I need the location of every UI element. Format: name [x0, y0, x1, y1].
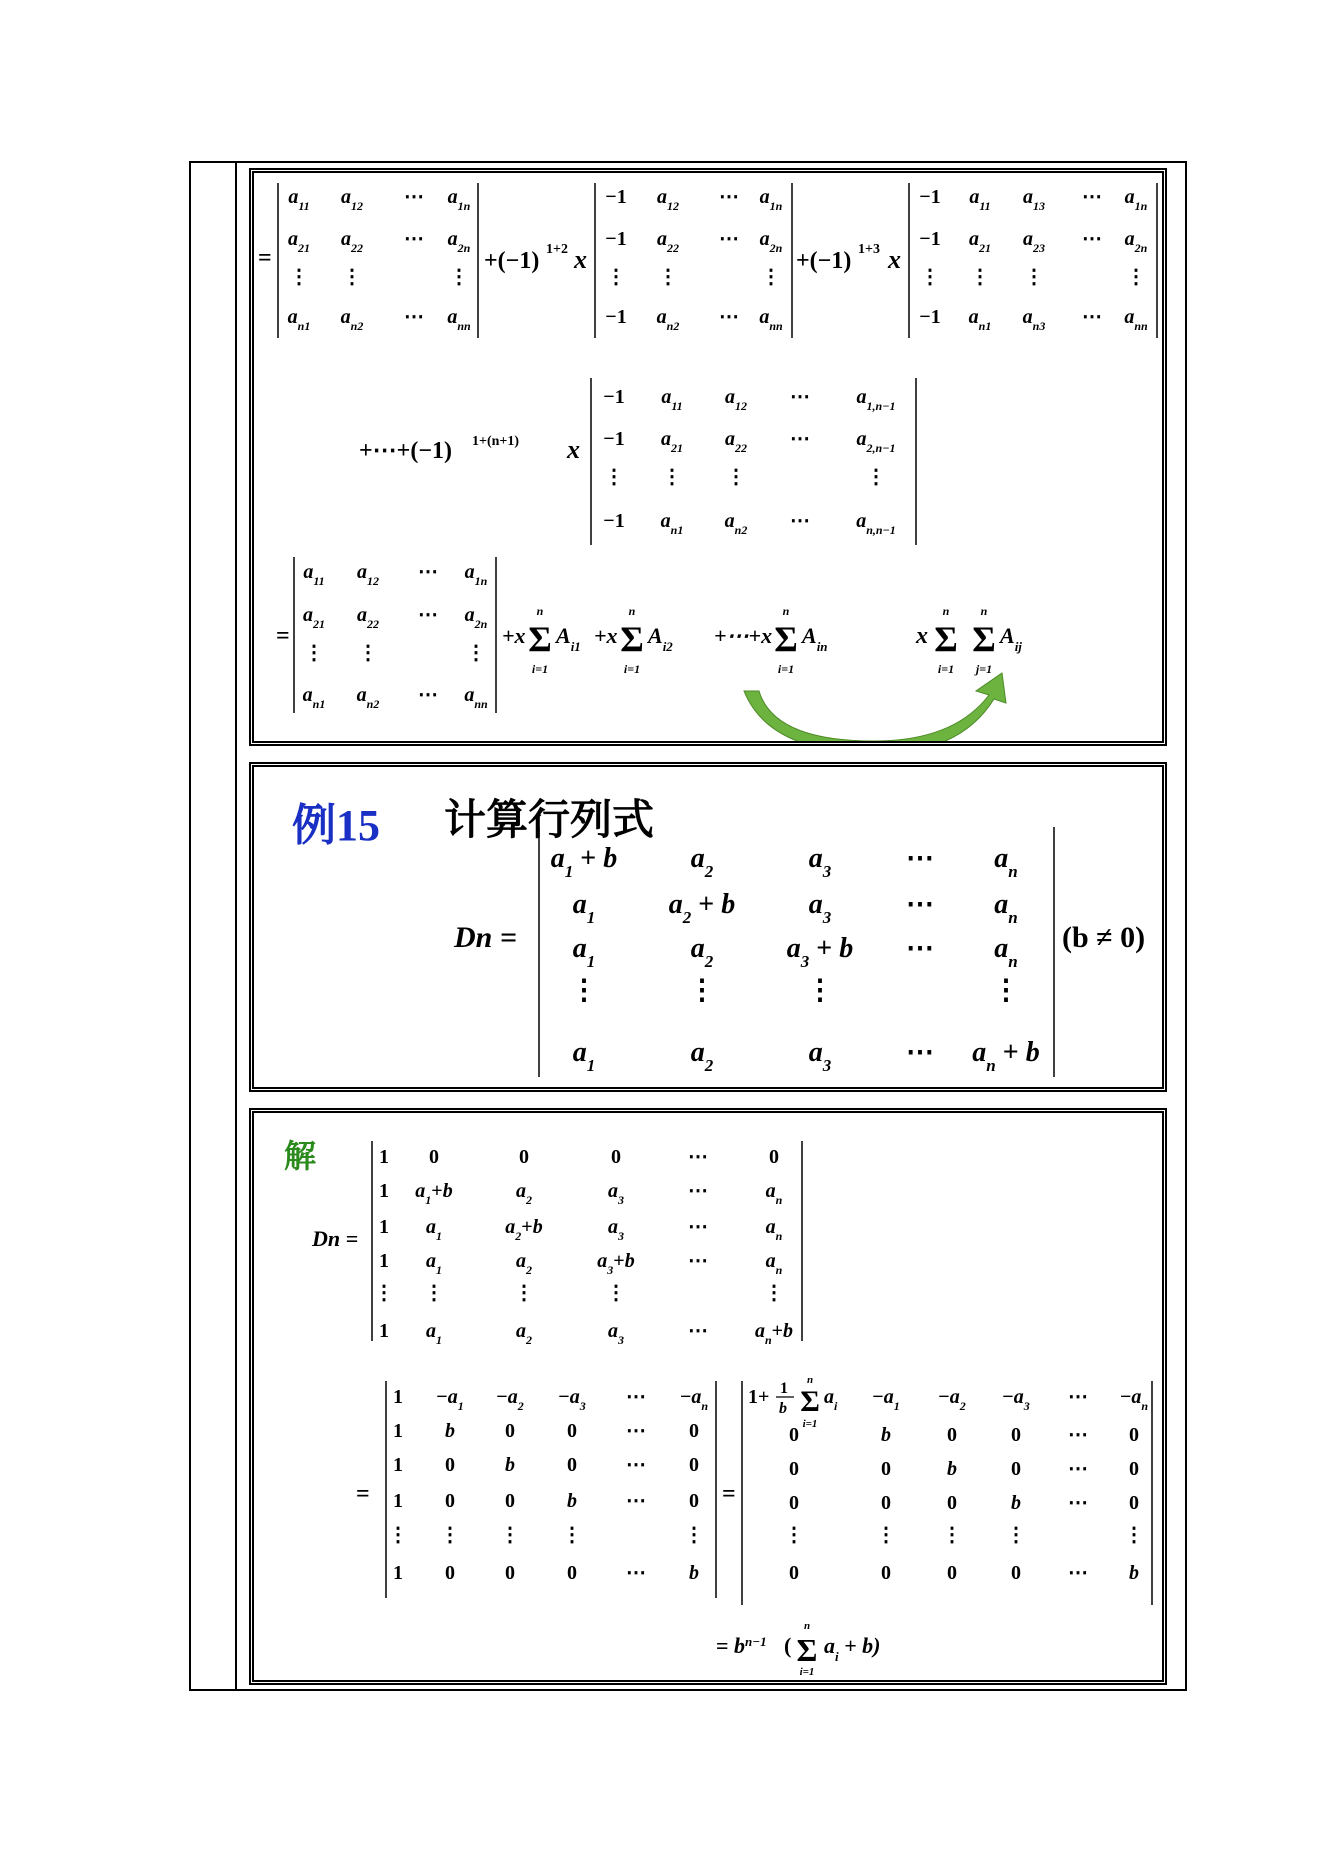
sol3-cell: 0 [1129, 1424, 1139, 1446]
sol2-cell: b [567, 1490, 577, 1512]
sol2-cell: 0 [445, 1562, 455, 1584]
sum-symbol: x [916, 623, 928, 649]
sol2-cell: 1 [393, 1386, 403, 1408]
solution-formula [254, 1113, 1162, 1680]
example-cell: $a_3$ [808, 1037, 832, 1075]
det3-cell: $a_{23}$ [1023, 228, 1045, 255]
sol1-cell: ⋮ [764, 1282, 784, 1304]
sol3-cell: 0 [1011, 1458, 1021, 1480]
det2-cell: $a_{2n}$ [759, 228, 783, 255]
det5-cell: $a_{21}$ [303, 604, 325, 631]
det3-cell: $a_{nn}$ [1124, 306, 1148, 333]
example-cell: ⋮ [806, 975, 834, 1006]
det5-cell: ⋯ [418, 604, 438, 626]
sum-symbol: n [980, 604, 988, 618]
example-cell: ⋮ [992, 975, 1020, 1006]
det2-cell: ⋯ [719, 228, 739, 250]
det3-cell: ⋮ [1024, 266, 1044, 288]
det3-cell: ⋮ [1126, 266, 1146, 288]
sum-symbol: +⋯+x [714, 623, 773, 648]
det4-cell: −1 [603, 510, 625, 532]
sol2-cell: 0 [689, 1420, 699, 1442]
line2-exp: 1+(n+1) [472, 434, 520, 449]
sol3-cell: 0 [947, 1424, 957, 1446]
det3-cell: $a_{21}$ [969, 228, 991, 255]
sol2-cell: 0 [445, 1490, 455, 1512]
sol1-cell: 1 [379, 1250, 389, 1272]
sol3-cell: $-a_n$ [1119, 1386, 1149, 1413]
example-cell: $a_1$ [572, 1037, 596, 1075]
det2-cell: $a_{22}$ [657, 228, 679, 255]
sol2-cell: 0 [445, 1454, 455, 1476]
sol1-cell: ⋯ [688, 1180, 708, 1202]
solution-determinant-2 [388, 1386, 708, 1584]
sol2-cell: ⋮ [562, 1524, 582, 1546]
sol2-cell: $-a_3$ [558, 1386, 586, 1413]
det3-cell: −1 [919, 228, 941, 250]
sol1-cell: 0 [611, 1146, 621, 1168]
double-sum-term: $A_{ij}$ [1000, 623, 1022, 654]
det5-cell: $a_{2n}$ [464, 604, 488, 631]
det4-cell: $a_{n,n-1}$ [856, 510, 896, 537]
sol2-cell: b [445, 1420, 455, 1442]
sol3-cell: $-a_2$ [938, 1386, 966, 1413]
sol1-cell: $a_2$ [516, 1180, 532, 1207]
dn-lhs: Dn = [454, 921, 517, 954]
det3-cell: ⋮ [920, 266, 940, 288]
det3-cell: $a_{2n}$ [1124, 228, 1148, 255]
sol2-cell: ⋯ [626, 1386, 646, 1408]
expansion-panel [249, 168, 1167, 746]
sol2-cell: ⋯ [626, 1454, 646, 1476]
det2-cell: −1 [605, 228, 627, 250]
example-cell: ⋮ [570, 975, 598, 1006]
sol3-cell: b [881, 1424, 891, 1446]
term3-exp: 1+3 [858, 242, 880, 257]
sol1-cell: 0 [519, 1146, 529, 1168]
sol3-cell: ⋯ [1068, 1458, 1088, 1480]
example-cell: $a_2$ [690, 1037, 714, 1075]
sol1-cell: ⋮ [606, 1282, 626, 1304]
det2-cell: ⋮ [761, 266, 781, 288]
sol3-cell: 0 [881, 1492, 891, 1514]
sum-symbol: i=1 [937, 662, 955, 676]
svg-text:=: = [356, 1481, 370, 1507]
sol3-cell: 0 [1129, 1458, 1139, 1480]
sol3-cell: b [947, 1458, 957, 1480]
det5-cell: ⋯ [418, 684, 438, 706]
sol3-cell: ⋮ [876, 1524, 896, 1546]
det1-cell: $a_{1n}$ [447, 186, 471, 213]
sol3-cell: 0 [789, 1492, 799, 1514]
sol3-cell: b [1011, 1492, 1021, 1514]
sol1-cell: $a_2$ [516, 1250, 532, 1277]
det2-cell: ⋯ [719, 306, 739, 328]
det3-cell: $a_{13}$ [1023, 186, 1045, 213]
sol2-cell: b [689, 1562, 699, 1584]
det2-cell: $a_{12}$ [657, 186, 679, 213]
svg-text:x: x [567, 435, 580, 464]
sol1-cell: $a_1$ [426, 1216, 442, 1243]
det5-cell: $a_{22}$ [357, 604, 379, 631]
det3-cell: $a_{11}$ [969, 186, 991, 213]
sum-symbol: n [536, 604, 544, 618]
det1-cell: $a_{12}$ [341, 186, 363, 213]
solution-determinant-3 [748, 1374, 1148, 1584]
det4-cell: $a_{n1}$ [660, 510, 684, 537]
example-cell: ⋯ [906, 933, 934, 964]
result-expression: = $b^{n-1}$ [716, 1633, 767, 1658]
svg-text:x: x [574, 245, 587, 274]
curved-arrow-icon [744, 673, 1006, 741]
sol3-cell: 0 [947, 1562, 957, 1584]
det3-cell: ⋯ [1082, 306, 1102, 328]
det4-cell: $a_{2,n-1}$ [856, 428, 896, 455]
sum-symbol: n [628, 604, 636, 618]
sol3-cell: 0 [947, 1492, 957, 1514]
sol2-cell: 1 [393, 1454, 403, 1476]
sol1-cell: ⋯ [688, 1146, 708, 1168]
sum-symbol: i=1 [777, 662, 795, 676]
example-cell: ⋮ [688, 975, 716, 1006]
svg-text:=: = [722, 1481, 736, 1507]
det5-cell: $a_{11}$ [303, 561, 325, 588]
det1-cell: $a_{11}$ [288, 186, 310, 213]
det4-cell: ⋯ [790, 510, 810, 532]
fraction-num: 1 [780, 1380, 788, 1397]
det2-cell: ⋮ [606, 266, 626, 288]
det1-cell: $a_{n1}$ [287, 306, 311, 333]
det3-cell: $a_{n1}$ [968, 306, 992, 333]
example-cell: $a_1$ [572, 889, 596, 927]
sum-symbol: n [942, 604, 950, 618]
term2-coef: +(−1) [484, 248, 540, 274]
sum-symbol: i=1 [623, 662, 641, 676]
sol2-cell: ⋯ [626, 1562, 646, 1584]
det2-cell: −1 [605, 186, 627, 208]
det3-cell: ⋯ [1082, 186, 1102, 208]
det4-cell: ⋮ [726, 466, 746, 488]
sol1-cell: 0 [769, 1146, 779, 1168]
sol1-cell: $a_2$ [516, 1320, 532, 1347]
sol2-cell: 0 [567, 1562, 577, 1584]
sol2-cell: b [505, 1454, 515, 1476]
example-title: 计算行列式 [444, 795, 655, 844]
sum-symbol: j=1 [975, 662, 993, 676]
sol2-cell: 0 [505, 1562, 515, 1584]
table-column-divider [235, 161, 237, 1691]
sol3-cell: ⋯ [1068, 1492, 1088, 1514]
det4-cell: −1 [603, 428, 625, 450]
det5-cell: $a_{nn}$ [464, 684, 488, 711]
sol3-cell: 0 [881, 1562, 891, 1584]
det2-cell: $a_{nn}$ [759, 306, 783, 333]
det4-cell: ⋮ [662, 466, 682, 488]
sol2-cell: 0 [689, 1454, 699, 1476]
det4-cell: ⋯ [790, 386, 810, 408]
sol1-cell: $a_n$ [765, 1250, 783, 1277]
sol1-cell: $a_3$ [608, 1216, 624, 1243]
sol3-cell: ⋮ [1006, 1524, 1026, 1546]
sol3-cell: ⋯ [1068, 1386, 1088, 1408]
sol2-cell: $-a_n$ [679, 1386, 709, 1413]
sol1-cell: $a_3+b$ [597, 1250, 635, 1277]
sol3-cell: 0 [1129, 1492, 1139, 1514]
determinant-5 [303, 561, 488, 711]
svg-text:=: = [258, 245, 272, 271]
example-formula [254, 767, 1162, 1087]
det4-cell: $a_{21}$ [661, 428, 683, 455]
sum-symbol: Σ [774, 619, 798, 659]
det1-cell: ⋮ [449, 266, 469, 288]
sol3-cell: 0 [881, 1458, 891, 1480]
example-cell: $a_3$ [808, 889, 832, 927]
det2-cell: ⋯ [719, 186, 739, 208]
example-cell: $a_n$ [994, 843, 1018, 881]
sol1-cell: ⋮ [374, 1282, 394, 1304]
solution-determinant-1 [374, 1146, 793, 1347]
sol3-first-cell: 1+ [748, 1386, 770, 1408]
sol1-cell: ⋯ [688, 1320, 708, 1342]
det1-cell: ⋯ [404, 186, 424, 208]
determinant-4 [603, 386, 896, 537]
sol2-cell: 0 [689, 1490, 699, 1512]
sum-bottom: i=1 [799, 1666, 815, 1678]
det5-cell: ⋮ [304, 642, 324, 664]
example-cell: $a_2$ [690, 843, 714, 881]
sum-term: $a_i$ [824, 1386, 838, 1413]
det1-cell: ⋮ [342, 266, 362, 288]
sol1-cell: ⋮ [514, 1282, 534, 1304]
sum-symbol: Σ [528, 619, 552, 659]
sol3-cell: ⋮ [1124, 1524, 1144, 1546]
solution-result [716, 1620, 881, 1678]
example-cell: $a_n$ [994, 933, 1018, 971]
det1-cell: $a_{nn}$ [447, 306, 471, 333]
sum-bottom: i=1 [802, 1418, 818, 1430]
sol2-cell: ⋯ [626, 1420, 646, 1442]
sol2-cell: 0 [567, 1420, 577, 1442]
fraction-den: b [779, 1400, 787, 1417]
example-cell: $a_n + b$ [972, 1037, 1040, 1075]
sol3-cell: ⋮ [784, 1524, 804, 1546]
sol3-cell: $-a_1$ [872, 1386, 900, 1413]
sigma-icon: Σ [800, 1385, 820, 1418]
det1-cell: ⋯ [404, 228, 424, 250]
example-cell: $a_2 + b$ [668, 889, 736, 927]
det1-cell: ⋮ [289, 266, 309, 288]
sol2-cell: 1 [393, 1490, 403, 1512]
sol1-cell: $a_n+b$ [754, 1320, 794, 1347]
sol1-cell: 1 [379, 1216, 389, 1238]
det5-cell: $a_{12}$ [357, 561, 379, 588]
example-determinant [551, 843, 1040, 1075]
sum-term: $A_{i2}$ [648, 623, 673, 654]
sol3-cell: 0 [789, 1562, 799, 1584]
sol3-cell: b [1129, 1562, 1139, 1584]
sol1-cell: 0 [429, 1146, 439, 1168]
det5-cell: $a_{1n}$ [464, 561, 488, 588]
solution-label: 解 [284, 1137, 317, 1175]
sol1-cell: ⋮ [424, 1282, 444, 1304]
example-panel [249, 762, 1167, 1092]
det4-cell: $a_{n2}$ [724, 510, 748, 537]
sol1-cell: 1 [379, 1320, 389, 1342]
determinant-2 [605, 186, 783, 333]
det4-cell: ⋮ [604, 466, 624, 488]
solution-panel [249, 1108, 1167, 1685]
det3-cell: ⋯ [1082, 228, 1102, 250]
term3-coef: +(−1) [796, 248, 852, 274]
det3-cell: ⋮ [970, 266, 990, 288]
det2-cell: −1 [605, 306, 627, 328]
sol3-cell: 0 [789, 1458, 799, 1480]
det3-cell: −1 [919, 306, 941, 328]
example-cell: $a_1 + b$ [550, 843, 618, 881]
sol2-cell: 1 [393, 1562, 403, 1584]
condition: (b ≠ 0) [1062, 921, 1146, 954]
det4-cell: ⋮ [866, 466, 886, 488]
example-cell: ⋯ [906, 1037, 934, 1068]
det4-cell: −1 [603, 386, 625, 408]
sol2-cell: 0 [505, 1420, 515, 1442]
sol3-cell: ⋯ [1068, 1424, 1088, 1446]
sol1-cell: $a_n$ [765, 1180, 783, 1207]
example-label: 例15 [292, 801, 380, 850]
svg-text:x: x [888, 245, 901, 274]
sol1-cell: 1 [379, 1180, 389, 1202]
sol1-cell: $a_1$ [426, 1320, 442, 1347]
sol3-cell: ⋯ [1068, 1562, 1088, 1584]
det1-cell: $a_{2n}$ [447, 228, 471, 255]
det1-cell: $a_{21}$ [288, 228, 310, 255]
sol1-cell: $a_n$ [765, 1216, 783, 1243]
sol2-cell: 1 [393, 1420, 403, 1442]
sum-symbol: i=1 [531, 662, 549, 676]
expansion-formula [254, 173, 1162, 741]
sol2-cell: ⋮ [684, 1524, 704, 1546]
sol2-cell: ⋯ [626, 1490, 646, 1512]
det1-cell: $a_{22}$ [341, 228, 363, 255]
sum-term: $A_{i1}$ [556, 623, 581, 654]
term2-exp: 1+2 [546, 242, 568, 257]
sum-terms [502, 604, 1022, 676]
determinant-3 [919, 186, 1148, 333]
sol2-cell: $-a_2$ [496, 1386, 524, 1413]
example-cell: ⋯ [906, 843, 934, 874]
det1-cell: ⋯ [404, 306, 424, 328]
example-cell: $a_3 + b$ [786, 933, 854, 971]
sol1-cell: $a_3$ [608, 1180, 624, 1207]
sum-symbol: Σ [934, 619, 958, 659]
det2-cell: $a_{1n}$ [759, 186, 783, 213]
result-tail: $a_i + b$) [824, 1633, 881, 1664]
example-cell: ⋯ [906, 889, 934, 920]
sum-top: n [806, 1374, 814, 1386]
det4-cell: ⋯ [790, 428, 810, 450]
det5-cell: ⋮ [358, 642, 378, 664]
det4-cell: $a_{22}$ [725, 428, 747, 455]
sol2-cell: 0 [505, 1490, 515, 1512]
sum-top: n [803, 1620, 811, 1632]
det4-cell: $a_{1,n-1}$ [856, 386, 896, 413]
example-cell: $a_n$ [994, 889, 1018, 927]
line2-coef: +⋯+(−1) [359, 438, 453, 464]
sol3-cell: ⋮ [942, 1524, 962, 1546]
sum-symbol: +x [594, 623, 618, 648]
sol2-cell: ⋮ [500, 1524, 520, 1546]
det4-cell: $a_{12}$ [725, 386, 747, 413]
example-cell: $a_1$ [572, 933, 596, 971]
sol2-cell: ⋮ [440, 1524, 460, 1546]
det2-cell: ⋮ [658, 266, 678, 288]
sol1-cell: $a_3$ [608, 1320, 624, 1347]
sol1-cell: ⋯ [688, 1216, 708, 1238]
sol3-cell: $-a_3$ [1002, 1386, 1030, 1413]
sum-symbol: +x [502, 623, 526, 648]
sol1-cell: $a_2+b$ [505, 1216, 543, 1243]
sol2-cell: 0 [567, 1454, 577, 1476]
det5-cell: $a_{n2}$ [356, 684, 380, 711]
sum-symbol: Σ [620, 619, 644, 659]
solution-lhs: Dn = [312, 1226, 359, 1251]
sol1-cell: 1 [379, 1146, 389, 1168]
det1-cell: $a_{n2}$ [340, 306, 364, 333]
sol2-cell: $-a_1$ [436, 1386, 464, 1413]
sol1-cell: $a_1$ [426, 1250, 442, 1277]
svg-text:=: = [276, 623, 290, 649]
sol2-cell: ⋮ [388, 1524, 408, 1546]
det3-cell: $a_{1n}$ [1124, 186, 1148, 213]
det5-cell: ⋮ [466, 642, 486, 664]
example-cell: $a_3$ [808, 843, 832, 881]
example-cell: $a_2$ [690, 933, 714, 971]
sol3-cell: 0 [1011, 1562, 1021, 1584]
sum-term: $A_{in}$ [802, 623, 828, 654]
det5-cell: ⋯ [418, 561, 438, 583]
sol1-cell: $a_1+b$ [415, 1180, 453, 1207]
det2-cell: $a_{n2}$ [656, 306, 680, 333]
det3-cell: $a_{n3}$ [1022, 306, 1046, 333]
sol3-cell: 0 [1011, 1424, 1021, 1446]
sigma-icon: Σ [796, 1632, 818, 1668]
det4-cell: $a_{11}$ [661, 386, 683, 413]
determinant-1 [288, 186, 471, 333]
sum-symbol: Σ [972, 619, 996, 659]
det3-cell: −1 [919, 186, 941, 208]
det5-cell: $a_{n1}$ [302, 684, 326, 711]
sol1-cell: ⋯ [688, 1250, 708, 1272]
sum-symbol: n [782, 604, 790, 618]
result-paren: ( [784, 1633, 792, 1658]
sol3-cell: 0 [789, 1424, 799, 1446]
